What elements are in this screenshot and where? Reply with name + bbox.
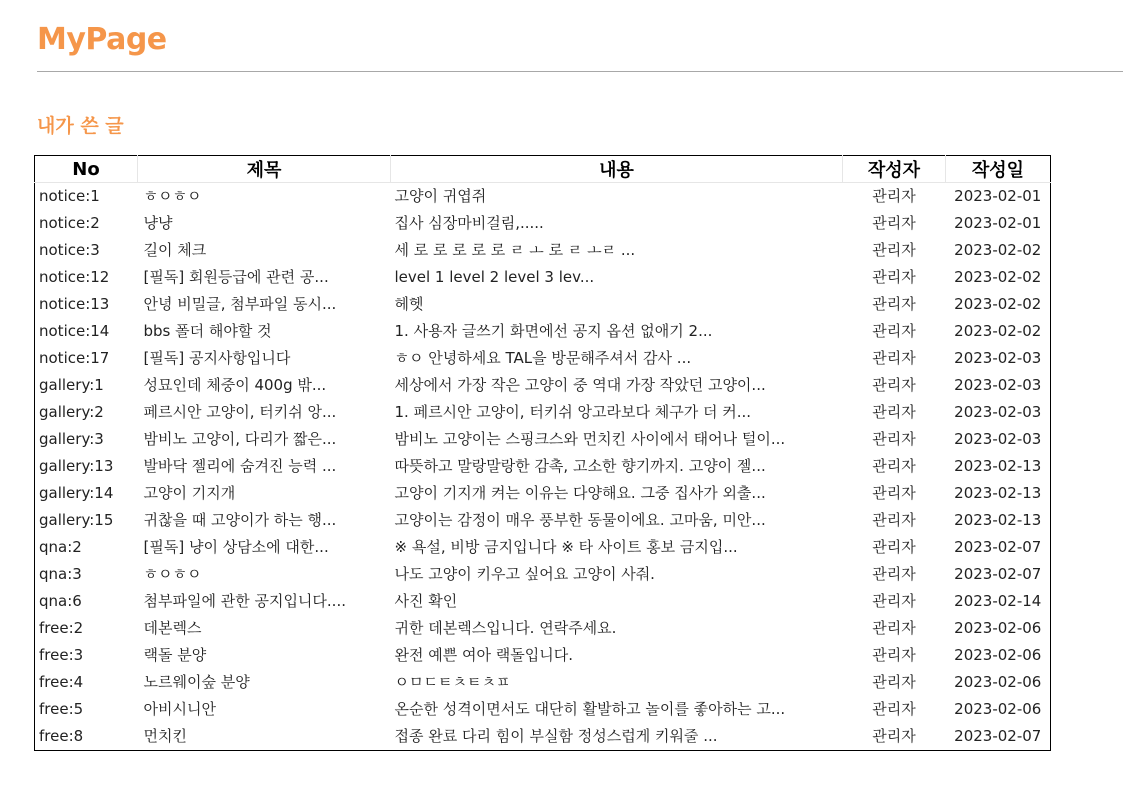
post-date: 2023-02-06	[954, 619, 1042, 637]
post-title[interactable]: ㅎㅇㅎㅇ	[143, 565, 202, 583]
post-number: free:4	[39, 673, 84, 691]
post-content[interactable]: 세상에서 가장 작은 고양이 중 역대 가장 작았던 고양이...	[394, 376, 766, 394]
post-content[interactable]: 헤헷	[394, 295, 424, 313]
post-number: gallery:14	[39, 484, 114, 502]
post-content[interactable]: 1. 사용자 글쓰기 화면에선 공지 옵션 없애기 2...	[394, 322, 713, 340]
page-title: MyPage	[37, 22, 167, 57]
table-row[interactable]	[35, 426, 1051, 453]
post-title[interactable]: 밤비노 고양이, 다리가 짧은...	[143, 430, 337, 448]
post-author: 관리자	[872, 538, 916, 556]
table-row[interactable]	[35, 480, 1051, 507]
table-row[interactable]	[35, 696, 1051, 723]
post-date: 2023-02-02	[954, 268, 1042, 286]
column-header-date: 작성일	[946, 156, 1051, 183]
post-number: free:5	[39, 700, 84, 718]
table-row[interactable]	[35, 291, 1051, 318]
post-title[interactable]: [필독] 공지사항입니다	[143, 349, 291, 367]
column-header-title: 제목	[138, 156, 391, 183]
post-content[interactable]: 접종 완료 다리 힘이 부실함 정성스럽게 키워줄 ...	[394, 727, 718, 745]
post-date: 2023-02-07	[954, 727, 1042, 745]
post-date: 2023-02-02	[954, 241, 1042, 259]
post-author: 관리자	[872, 376, 916, 394]
my-posts-table	[34, 155, 1051, 751]
post-title[interactable]: [필독] 냥이 상담소에 대한...	[143, 538, 329, 556]
post-number: gallery:3	[39, 430, 104, 448]
table-row[interactable]	[35, 318, 1051, 345]
post-content[interactable]: 밤비노 고양이는 스핑크스와 먼치킨 사이에서 태어나 털이...	[394, 430, 786, 448]
table-body	[35, 183, 1051, 751]
post-number: notice:1	[39, 187, 100, 205]
post-title[interactable]: 데본렉스	[143, 619, 202, 637]
post-content[interactable]: 따뜻하고 말랑말랑한 감촉, 고소한 향기까지. 고양이 젤...	[394, 457, 766, 475]
post-title[interactable]: ㅎㅇㅎㅇ	[143, 187, 202, 205]
table-row[interactable]	[35, 642, 1051, 669]
post-number: qna:3	[39, 565, 82, 583]
post-number: free:3	[39, 646, 84, 664]
post-number: qna:6	[39, 592, 82, 610]
post-number: gallery:13	[39, 457, 114, 475]
table-row[interactable]	[35, 237, 1051, 264]
post-number: qna:2	[39, 538, 82, 556]
post-content[interactable]: 집사 심장마비걸림,.....	[394, 214, 544, 232]
post-content[interactable]: 고양이 기지개 켜는 이유는 다양해요. 그중 집사가 외출...	[394, 484, 766, 502]
post-date: 2023-02-03	[954, 376, 1042, 394]
post-number: notice:14	[39, 322, 110, 340]
post-title[interactable]: 냥냥	[143, 214, 173, 232]
post-date: 2023-02-13	[954, 511, 1042, 529]
post-date: 2023-02-06	[954, 700, 1042, 718]
post-author: 관리자	[872, 457, 916, 475]
post-author: 관리자	[872, 673, 916, 691]
table-row[interactable]	[35, 588, 1051, 615]
post-author: 관리자	[872, 646, 916, 664]
post-title[interactable]: [필독] 회원등급에 관련 공...	[143, 268, 329, 286]
post-author: 관리자	[872, 700, 916, 718]
post-number: notice:3	[39, 241, 100, 259]
post-author: 관리자	[872, 349, 916, 367]
post-title[interactable]: 아비시니안	[143, 700, 216, 718]
post-number: gallery:2	[39, 403, 104, 421]
table-row[interactable]	[35, 723, 1051, 751]
post-author: 관리자	[872, 214, 916, 232]
post-title[interactable]: 먼치킨	[143, 727, 187, 745]
post-content[interactable]: level 1 level 2 level 3 lev...	[394, 268, 595, 286]
column-header-content: 내용	[391, 156, 843, 183]
table-row[interactable]	[35, 399, 1051, 426]
post-number: free:2	[39, 619, 84, 637]
table-row[interactable]	[35, 669, 1051, 696]
post-author: 관리자	[872, 511, 916, 529]
post-content[interactable]: 사진 확인	[394, 592, 458, 610]
header-row	[35, 156, 1051, 183]
post-date: 2023-02-01	[954, 214, 1042, 232]
post-content[interactable]: ㅇㅁㄷㅌㅊㅌㅊㅍ	[394, 673, 511, 691]
post-date: 2023-02-03	[954, 349, 1042, 367]
post-title[interactable]: 귀찮을 때 고양이가 하는 행...	[143, 511, 337, 529]
post-content[interactable]: 나도 고양이 키우고 싶어요 고양이 사줘.	[394, 565, 655, 583]
post-content[interactable]: 완전 예쁜 여아 랙돌입니다.	[394, 646, 573, 664]
table-row[interactable]	[35, 264, 1051, 291]
post-content[interactable]: 고양이 귀엽쥐	[394, 187, 487, 205]
post-author: 관리자	[872, 268, 916, 286]
post-date: 2023-02-14	[954, 592, 1042, 610]
post-content[interactable]: 고양이는 감정이 매우 풍부한 동물이에요. 고마움, 미안...	[394, 511, 766, 529]
post-date: 2023-02-02	[954, 295, 1042, 313]
table-row[interactable]	[35, 507, 1051, 534]
post-date: 2023-02-06	[954, 646, 1042, 664]
post-date: 2023-02-07	[954, 538, 1042, 556]
post-author: 관리자	[872, 430, 916, 448]
post-author: 관리자	[872, 403, 916, 421]
post-author: 관리자	[872, 241, 916, 259]
table-row[interactable]	[35, 372, 1051, 399]
section-title-my-posts: 내가 쓴 글	[37, 115, 124, 137]
post-content[interactable]: 1. 페르시안 고양이, 터키쉬 앙고라보다 체구가 더 커...	[394, 403, 752, 421]
post-title[interactable]: 랙돌 분양	[143, 646, 207, 664]
table-row[interactable]	[35, 183, 1051, 211]
post-content[interactable]: 온순한 성격이면서도 대단히 활발하고 놀이를 좋아하는 고...	[394, 700, 786, 718]
post-author: 관리자	[872, 619, 916, 637]
post-number: gallery:15	[39, 511, 114, 529]
title-divider	[37, 71, 1123, 72]
table-row[interactable]	[35, 210, 1051, 237]
post-title[interactable]: 고양이 기지개	[143, 484, 236, 502]
post-number: notice:12	[39, 268, 110, 286]
post-author: 관리자	[872, 295, 916, 313]
post-date: 2023-02-07	[954, 565, 1042, 583]
post-content[interactable]: 세 로 로 로 로 로 ㄹ ㅗ 로 ㄹ ㅗㄹ ...	[394, 241, 636, 259]
post-date: 2023-02-13	[954, 457, 1042, 475]
post-title[interactable]: 발바닥 젤리에 숨겨진 능력 ...	[143, 457, 337, 475]
post-date: 2023-02-01	[954, 187, 1042, 205]
table-row[interactable]	[35, 615, 1051, 642]
post-content[interactable]: ㅎㅇ 안녕하세요 TAL을 방문해주셔서 감사 ...	[394, 349, 692, 367]
post-date: 2023-02-03	[954, 430, 1042, 448]
post-number: notice:17	[39, 349, 110, 367]
post-title[interactable]: 첨부파일에 관한 공지입니다....	[143, 592, 346, 610]
post-date: 2023-02-13	[954, 484, 1042, 502]
table-row[interactable]	[35, 345, 1051, 372]
post-content[interactable]: 귀한 데본렉스입니다. 연락주세요.	[394, 619, 617, 637]
post-number: notice:2	[39, 214, 100, 232]
column-header-no: No	[35, 156, 138, 183]
post-date: 2023-02-06	[954, 673, 1042, 691]
table-row[interactable]	[35, 534, 1051, 561]
post-title[interactable]: 성묘인데 체중이 400g 밖...	[143, 376, 327, 394]
post-number: notice:13	[39, 295, 110, 313]
post-author: 관리자	[872, 187, 916, 205]
post-title[interactable]: bbs 폴더 해야할 것	[143, 322, 272, 340]
post-title[interactable]: 안녕 비밀글, 첨부파일 동시...	[143, 295, 337, 313]
table-header	[35, 156, 1051, 183]
post-author: 관리자	[872, 727, 916, 745]
post-title[interactable]: 노르웨이숲 분양	[143, 673, 250, 691]
post-number: free:8	[39, 727, 84, 745]
post-author: 관리자	[872, 565, 916, 583]
post-author: 관리자	[872, 322, 916, 340]
column-header-author: 작성자	[843, 156, 946, 183]
post-number: gallery:1	[39, 376, 104, 394]
post-date: 2023-02-03	[954, 403, 1042, 421]
post-author: 관리자	[872, 592, 916, 610]
post-author: 관리자	[872, 484, 916, 502]
table-row[interactable]	[35, 453, 1051, 480]
post-date: 2023-02-02	[954, 322, 1042, 340]
table-row[interactable]	[35, 561, 1051, 588]
post-content[interactable]: ※ 욕설, 비방 금지입니다 ※ 타 사이트 홍보 금지입...	[394, 538, 738, 556]
post-title[interactable]: 길이 체크	[143, 241, 207, 259]
post-title[interactable]: 페르시안 고양이, 터키쉬 앙...	[143, 403, 337, 421]
